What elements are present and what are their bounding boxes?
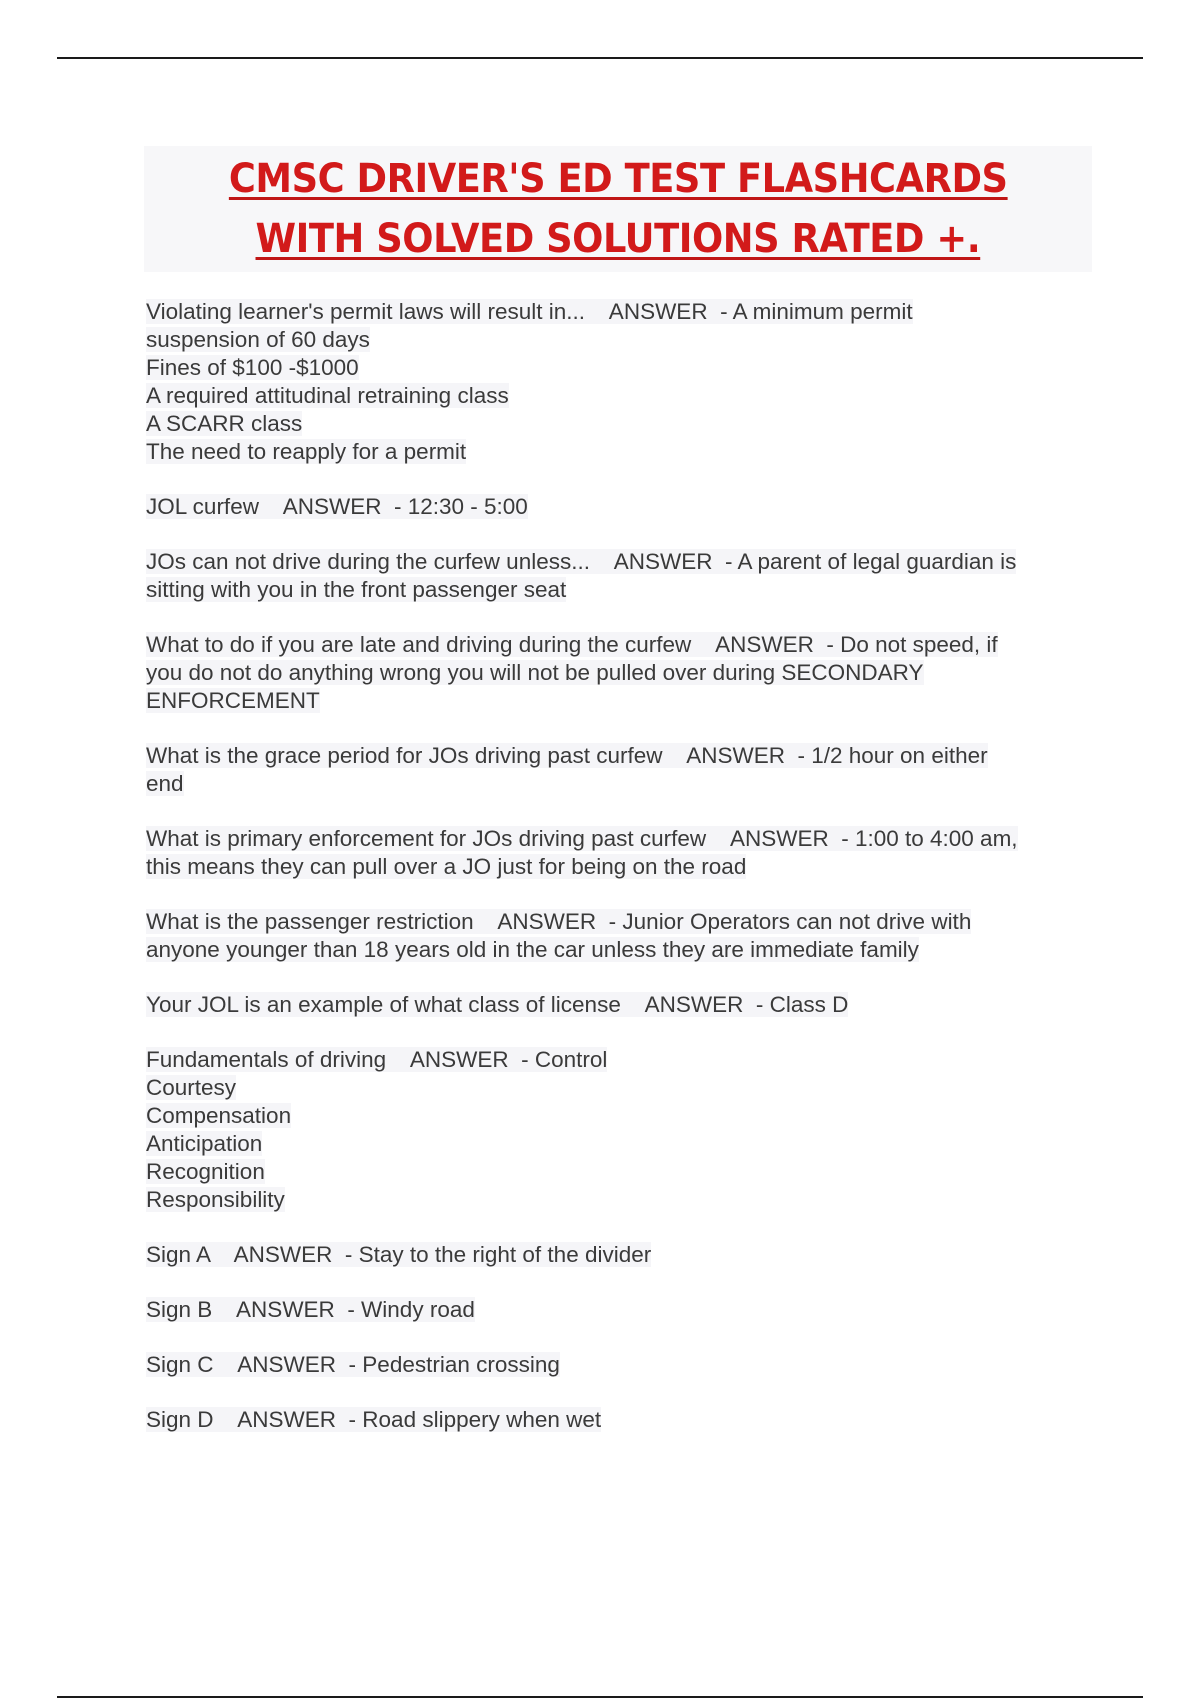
flashcard-text: end: [146, 771, 184, 796]
flashcard: [146, 298, 1096, 466]
flashcard-text: JOL curfew ANSWER - 12:30 - 5:00: [146, 494, 528, 519]
flashcard-text: Recognition: [146, 1159, 265, 1184]
flashcard-question-line: [146, 631, 1096, 659]
flashcard-answer-line: [146, 1074, 1096, 1102]
flashcard-text: Sign A ANSWER - Stay to the right of the divider: [146, 1242, 652, 1267]
flashcard-text: Compensation: [146, 1103, 292, 1128]
title-line-2: WITH SOLVED SOLUTIONS RATED +.: [255, 216, 981, 262]
flashcard-text: Violating learner's permit laws will result in... ANSWER - A minimum permit: [146, 299, 913, 324]
flashcard: [146, 631, 1096, 715]
flashcard-answer-line: [146, 1158, 1096, 1186]
flashcard: [146, 493, 1096, 521]
flashcard-text: Fines of $100 -$1000: [146, 355, 359, 380]
flashcard-answer-line: [146, 410, 1096, 438]
flashcard-text: What to do if you are late and driving during the curfew ANSWER - Do not speed, if: [146, 632, 998, 657]
flashcard-answer-line: [146, 382, 1096, 410]
flashcard-text: Sign C ANSWER - Pedestrian crossing: [146, 1352, 560, 1377]
flashcard: [146, 908, 1096, 964]
flashcard-text: suspension of 60 days: [146, 327, 370, 352]
flashcard-text: Sign B ANSWER - Windy road: [146, 1297, 475, 1322]
flashcard-text: What is primary enforcement for JOs driving past curfew ANSWER - 1:00 to 4:00 am,: [146, 826, 1018, 851]
flashcard-list: [146, 298, 1096, 1461]
flashcard-question-line: [146, 1046, 1096, 1074]
flashcard-answer-line: [146, 438, 1096, 466]
flashcard-text: Courtesy: [146, 1075, 237, 1100]
flashcard: [146, 825, 1096, 881]
flashcard-text: sitting with you in the front passenger seat: [146, 577, 567, 602]
flashcard-answer-line: [146, 1186, 1096, 1214]
flashcard-text: ENFORCEMENT: [146, 688, 320, 713]
flashcard-text: What is the grace period for JOs driving past curfew ANSWER - 1/2 hour on either: [146, 743, 988, 768]
flashcard-answer-line: [146, 1102, 1096, 1130]
flashcard-question-line: [146, 991, 1096, 1019]
flashcard-question-line: [146, 1241, 1096, 1269]
flashcard-answer-line: [146, 576, 1096, 604]
flashcard-text: Fundamentals of driving ANSWER - Control: [146, 1047, 608, 1072]
flashcard-question-line: [146, 908, 1096, 936]
flashcard-text: JOs can not drive during the curfew unless... ANSWER - A parent of legal guardian is: [146, 549, 1017, 574]
flashcard-question-line: [146, 825, 1096, 853]
flashcard: [146, 991, 1096, 1019]
flashcard-question-line: [146, 1296, 1096, 1324]
flashcard-text: you do not do anything wrong you will not be pulled over during SECONDARY: [146, 660, 924, 685]
flashcard-question-line: [146, 1406, 1096, 1434]
flashcard: [146, 1046, 1096, 1214]
flashcard-answer-line: [146, 354, 1096, 382]
flashcard-text: Your JOL is an example of what class of license ANSWER - Class D: [146, 992, 849, 1017]
flashcard-answer-line: [146, 659, 1096, 687]
flashcard: [146, 742, 1096, 798]
flashcard: [146, 1241, 1096, 1269]
flashcard-text: The need to reapply for a permit: [146, 439, 467, 464]
flashcard-answer-line: [146, 687, 1096, 715]
flashcard: [146, 548, 1096, 604]
flashcard-text: anyone younger than 18 years old in the car unless they are immediate family: [146, 937, 919, 962]
flashcard: [146, 1296, 1096, 1324]
flashcard-question-line: [146, 548, 1096, 576]
flashcard-answer-line: [146, 326, 1096, 354]
flashcard-answer-line: [146, 770, 1096, 798]
top-rule: [57, 57, 1143, 59]
flashcard-text: A required attitudinal retraining class: [146, 383, 509, 408]
flashcard-answer-line: [146, 936, 1096, 964]
flashcard-question-line: [146, 493, 1096, 521]
document-title: [144, 146, 1092, 272]
flashcard-answer-line: [146, 1130, 1096, 1158]
flashcard-text: What is the passenger restriction ANSWER - Junior Operators can not drive with: [146, 909, 972, 934]
flashcard-text: this means they can pull over a JO just for being on the road: [146, 854, 747, 879]
flashcard-question-line: [146, 742, 1096, 770]
flashcard: [146, 1406, 1096, 1434]
flashcard-answer-line: [146, 853, 1096, 881]
flashcard-question-line: [146, 298, 1096, 326]
title-line-1: CMSC DRIVER'S ED TEST FLASHCARDS: [228, 156, 1008, 202]
flashcard: [146, 1351, 1096, 1379]
bottom-rule: [57, 1696, 1143, 1698]
flashcard-text: Responsibility: [146, 1187, 285, 1212]
flashcard-question-line: [146, 1351, 1096, 1379]
flashcard-text: Anticipation: [146, 1131, 263, 1156]
flashcard-text: Sign D ANSWER - Road slippery when wet: [146, 1407, 602, 1432]
flashcard-text: A SCARR class: [146, 411, 303, 436]
